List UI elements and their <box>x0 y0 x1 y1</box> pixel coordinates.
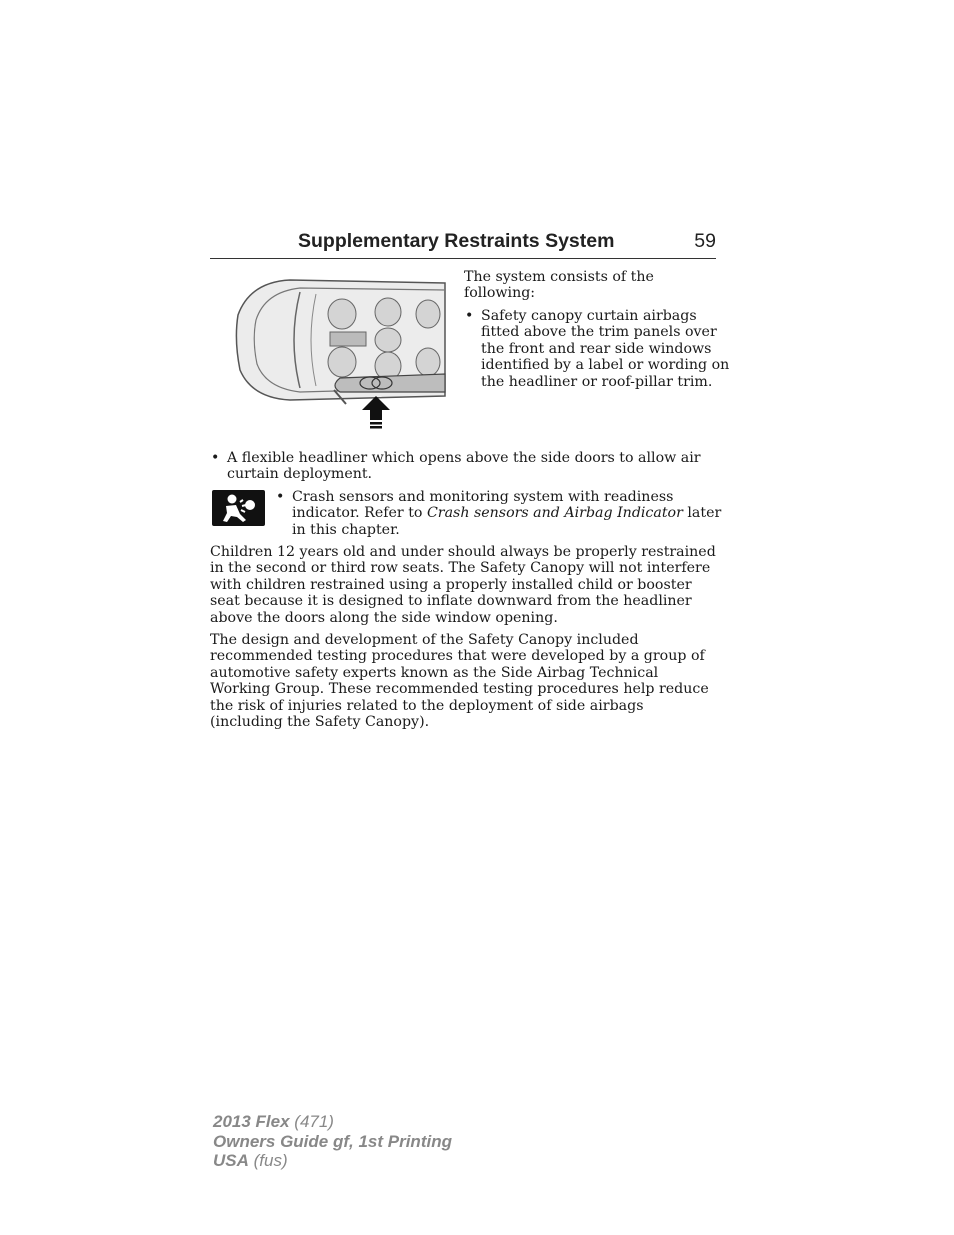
footer-line-3: USA (fus) <box>213 1151 288 1170</box>
page-header <box>210 230 716 259</box>
paragraph-design-testing: The design and development of the Safety Canopy included recommended testing procedures that were developed by a group of automotive safety experts known as the Side Airbag Technical Working Group. These recommended testing procedures help reduce the risk of injuries related to the deployment of side airbags (including the Safety Canopy). <box>210 632 709 731</box>
bullet-text: A flexible headliner which opens above the side doors to allow air curtain deployment. <box>227 450 701 483</box>
bullet-text-after: later in this chapter. <box>292 505 722 538</box>
section-title: Supplementary Restraints System <box>298 230 615 252</box>
bullet-flexible-headliner <box>210 450 733 483</box>
bullet-text: Safety canopy curtain airbags fitted above the trim panels over the front and rear side windows identified by a label or wording on the headliner or roof-pillar trim. <box>481 308 730 390</box>
footer <box>213 1112 452 1171</box>
bullet-text-before: Crash sensors and monitoring system with readiness indicator. Refer to <box>292 489 674 522</box>
bullet-curtain-airbags <box>464 308 733 390</box>
paragraph-children: Children 12 years old and under should always be properly restrained in the second or third row seats. The Safety Canopy will not interfere with children restrained using a properly installed child or booster seat because it is designed to inflate downward from the headliner above the doors along the side window opening. <box>210 544 716 626</box>
airbag-indicator-icon <box>212 490 265 526</box>
cross-reference: Crash sensors and Airbag Indicator <box>426 505 683 522</box>
bullet-dot: • <box>276 489 285 505</box>
intro-text: The system consists of the following: <box>464 269 654 302</box>
page-number: 59 <box>694 230 716 252</box>
bullet-dot: • <box>211 450 220 466</box>
footer-line-1: 2013 Flex (471) <box>213 1112 334 1131</box>
bullet-crash-sensors <box>275 489 733 538</box>
footer-line-2: Owners Guide gf, 1st Printing <box>213 1131 452 1151</box>
bullet-dot: • <box>465 308 474 324</box>
car-top-view-illustration <box>230 270 452 432</box>
